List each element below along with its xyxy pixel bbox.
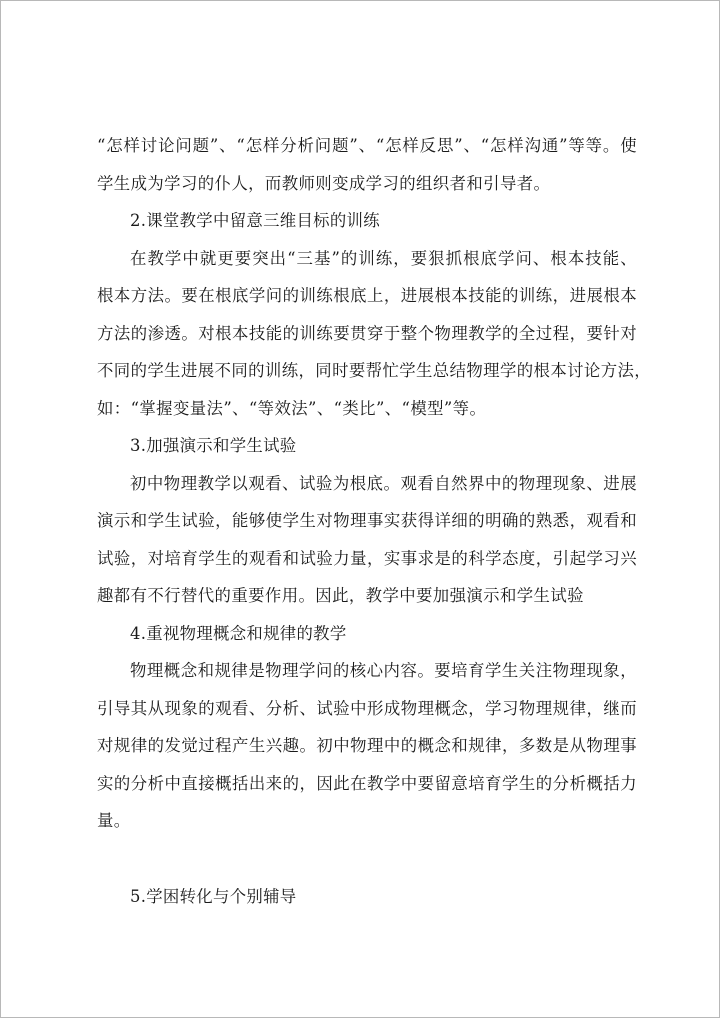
text-line: 对规律的发觉过程产生兴趣。初中物理中的概念和规律，多数是从物理事 [97,736,637,755]
section-heading-2: 2.课堂教学中留意三维目标的训练 [130,211,380,230]
section-heading-5: 5.学困转化与个别辅导 [130,886,297,906]
section-heading-3: 3.加强演示和学生试验 [130,436,297,455]
text-line: 如：“掌握变量法”、“等效法”、“类比”、“模型”等。 [97,398,487,418]
paragraph-1 [97,127,637,202]
text-line: 学生成为学习的仆人，而教师则变成学习的组织者和引导者。 [97,173,551,193]
paragraph-2 [97,240,652,428]
text-line: 引导其从现象的观看、分析、试验中形成物理概念，学习物理规律，继而 [97,698,637,718]
text-line: 初中物理教学以观看、试验为根底。观看自然界中的物理现象、进展 [130,473,637,493]
text-line: 实的分析中直接概括出来的，因此在教学中要留意培育学生的分析概括力 [97,773,637,793]
text-line: 不同的学生进展不同的训练，同时要帮忙学生总结物理学的根本讨论方法， [97,361,652,380]
section-heading-4: 4.重视物理概念和规律的教学 [130,623,347,643]
text-line: 根本方法。要在根底学问的训练根底上，进展根本技能的训练，进展根本 [97,286,637,305]
text-line: 演示和学生试验，能够使学生对物理事实获得详细的明确的熟悉，观看和 [97,511,637,530]
text-line: 试验，对培育学生的观看和试验力量，实事求是的科学态度，引起学习兴 [97,548,637,568]
document-body [97,127,652,906]
text-line: 方法的渗透。对根本技能的训练要贯穿于整个物理教学的全过程，要针对 [97,323,637,343]
text-line: 量。 [97,811,131,830]
text-line: 物理概念和规律是物理学问的核心内容。要培育学生关注物理现象， [130,661,637,680]
paragraph-3 [97,465,637,615]
paragraph-4 [97,652,637,840]
text-line: “怎样讨论问题”、“怎样分析问题”、“怎样反思”、“怎样沟通”等等。使 [97,136,637,155]
text-line: 在教学中就更要突出“三基”的训练，要狠抓根底学问、根本技能、 [130,248,637,268]
text-line: 趣都有不行替代的重要作用。因此，教学中要加强演示和学生试验 [97,586,584,605]
spacer [97,840,637,878]
